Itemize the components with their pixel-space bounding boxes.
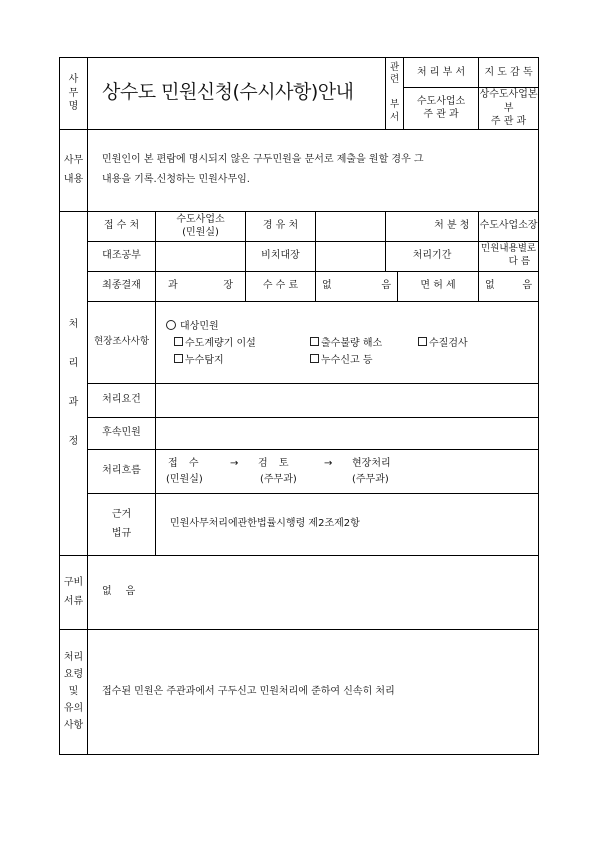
reception-label: 접 수 처 xyxy=(88,211,156,241)
reception-value: 수도사업소 (민원실) xyxy=(156,211,246,241)
related-dept-label: 관련 부서 xyxy=(386,58,404,130)
flow-dept: (민원실) xyxy=(166,473,203,485)
fee-label: 수 수 료 xyxy=(246,271,316,301)
field-survey-label: 현장조사사항 xyxy=(88,301,156,383)
flow-step: 현장처리 xyxy=(352,457,391,469)
prepared-ledger-label: 비치대장 xyxy=(246,241,316,271)
circle-bullet-icon xyxy=(166,320,176,330)
processing-dept-header: 처 리 부 서 xyxy=(404,58,479,88)
checkbox-icon xyxy=(174,337,183,346)
checkbox-icon xyxy=(174,354,183,363)
survey-item: 누수탐지 xyxy=(174,354,224,368)
via-label: 경 유 처 xyxy=(246,211,316,241)
target-petitions-header: 대상민원 xyxy=(180,320,219,332)
fee-value: 없 음 xyxy=(316,271,398,301)
process-flow-label: 처리흐름 xyxy=(88,449,156,493)
work-content-label: 사무 내용 xyxy=(60,129,88,211)
dispose-value: 수도사업소장 xyxy=(479,211,539,241)
process-side-label: 처 리 과 정 xyxy=(60,211,88,555)
license-tax-label: 면 허 세 xyxy=(398,271,479,301)
work-name-label: 사 무 명 xyxy=(60,58,88,130)
license-tax-value: 없 음 xyxy=(479,271,539,301)
follow-up-label: 후속민원 xyxy=(88,417,156,449)
notes-text: 접수된 민원은 주관과에서 구두신고 민원처리에 준하여 신속히 처리 xyxy=(88,629,539,754)
prepared-ledger-value xyxy=(316,241,386,271)
arrow-right-icon: → xyxy=(230,457,239,469)
processing-period-label: 처리기간 xyxy=(386,241,479,271)
legal-basis-label: 근거 법규 xyxy=(88,493,156,555)
processing-period-value: 민원내용별로 다 름 xyxy=(479,241,539,271)
survey-item: 출수불량 해소 xyxy=(310,337,382,351)
required-documents-label: 구비 서류 xyxy=(60,555,88,629)
processing-dept-value: 수도사업소 주 관 과 xyxy=(404,88,479,130)
survey-item: 수도계량기 이설 xyxy=(174,337,256,351)
civil-petition-guide-form xyxy=(59,57,539,755)
checkbox-icon xyxy=(418,337,427,346)
checkbox-icon xyxy=(310,337,319,346)
dispose-label: 처 분 청 xyxy=(426,211,479,241)
flow-step: 검 토 xyxy=(258,457,293,469)
field-survey-content xyxy=(156,301,539,383)
dispose-gap xyxy=(386,211,426,241)
final-approval-value: 과 장 xyxy=(156,271,246,301)
requirement-value xyxy=(156,383,539,417)
via-value xyxy=(316,211,386,241)
required-documents-value: 없 음 xyxy=(88,555,539,629)
survey-item: 누수신고 등 xyxy=(310,354,372,368)
final-approval-label: 최종결재 xyxy=(88,271,156,301)
legal-basis-text: 민원사무처리에관한법률시행령 제2조제2항 xyxy=(156,493,539,555)
page-title: 상수도 민원신청(수시사항)안내 xyxy=(88,58,386,130)
comparison-ledger-label: 대조공부 xyxy=(88,241,156,271)
comparison-ledger-value xyxy=(156,241,246,271)
work-content-text: 민원인이 본 편람에 명시되지 않은 구두민원을 문서로 제출을 원할 경우 그 내용을 기록.신청하는 민원사무임. xyxy=(88,129,539,211)
notes-label: 처리 요령 및 유의 사항 xyxy=(60,629,88,754)
follow-up-value xyxy=(156,417,539,449)
checkbox-icon xyxy=(310,354,319,363)
flow-dept: (주무과) xyxy=(352,473,389,485)
arrow-right-icon: → xyxy=(324,457,333,469)
supervision-header: 지 도 감 독 xyxy=(479,58,539,88)
requirement-label: 처리요건 xyxy=(88,383,156,417)
flow-step: 접 수 xyxy=(168,457,203,469)
supervision-value: 상수도사업본부 주 관 과 xyxy=(479,89,538,127)
flow-dept: (주무과) xyxy=(260,473,297,485)
survey-item: 수질검사 xyxy=(418,337,468,351)
process-flow xyxy=(156,449,539,493)
